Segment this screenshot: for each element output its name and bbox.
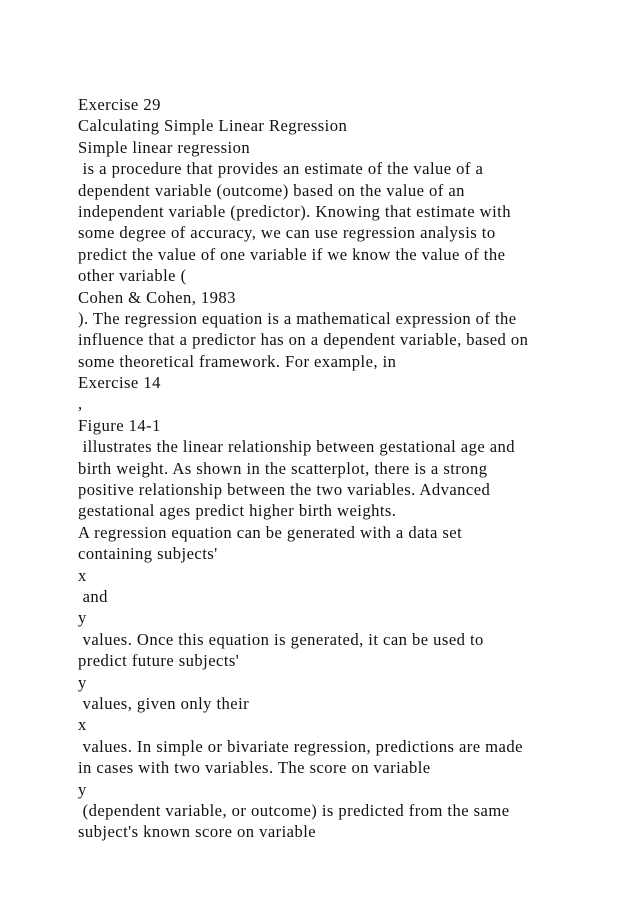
text-line: positive relationship between the two variables. Advanced xyxy=(78,480,491,500)
text-line: predict the value of one variable if we know the value of the xyxy=(78,244,506,264)
text-line: gestational ages predict higher birth weights. xyxy=(78,501,397,521)
text-line: values, given only their xyxy=(78,693,250,713)
variable-y: y xyxy=(78,608,87,628)
text-line: values. Once this equation is generated, it can be used to xyxy=(78,629,484,649)
text-line: (dependent variable, or outcome) is predicted from the same xyxy=(78,800,510,820)
variable-x: x xyxy=(78,565,87,585)
text-line: values. In simple or bivariate regression, predictions are made xyxy=(78,736,523,756)
text-line: in cases with two variables. The score on variable xyxy=(78,758,431,778)
text-line: illustrates the linear relationship between gestational age and xyxy=(78,437,516,457)
text-line: is a procedure that provides an estimate of the value of a xyxy=(78,159,484,179)
text-line: some degree of accuracy, we can use regression analysis to xyxy=(78,223,496,243)
text-line: influence that a predictor has on a dependent variable, based on xyxy=(78,330,529,350)
text-line: predict future subjects' xyxy=(78,651,240,671)
text-line: , xyxy=(78,394,83,414)
text-line: A regression equation can be generated with a data set xyxy=(78,522,463,542)
text-line: subject's known score on variable xyxy=(78,822,317,842)
variable-x: x xyxy=(78,715,87,735)
heading-exercise-number: Exercise 29 xyxy=(78,95,161,114)
figure-reference: Figure 14-1 xyxy=(78,415,161,435)
variable-y: y xyxy=(78,779,87,799)
document-body xyxy=(78,94,618,843)
variable-y: y xyxy=(78,672,87,692)
citation-reference: Cohen & Cohen, 1983 xyxy=(78,287,236,307)
term-simple-linear-regression: Simple linear regression xyxy=(78,137,251,157)
text-line: and xyxy=(78,586,108,606)
heading-exercise-title: Calculating Simple Linear Regression xyxy=(78,116,348,136)
text-line: some theoretical framework. For example, in xyxy=(78,351,397,371)
exercise-reference: Exercise 14 xyxy=(78,373,161,393)
text-line: ). The regression equation is a mathematical expression of the xyxy=(78,308,517,328)
text-line: birth weight. As shown in the scatterplot, there is a strong xyxy=(78,458,488,478)
text-line: containing subjects' xyxy=(78,544,218,564)
text-line: independent variable (predictor). Knowing that estimate with xyxy=(78,201,511,221)
text-line: other variable ( xyxy=(78,266,187,286)
text-line: dependent variable (outcome) based on the value of an xyxy=(78,180,465,200)
